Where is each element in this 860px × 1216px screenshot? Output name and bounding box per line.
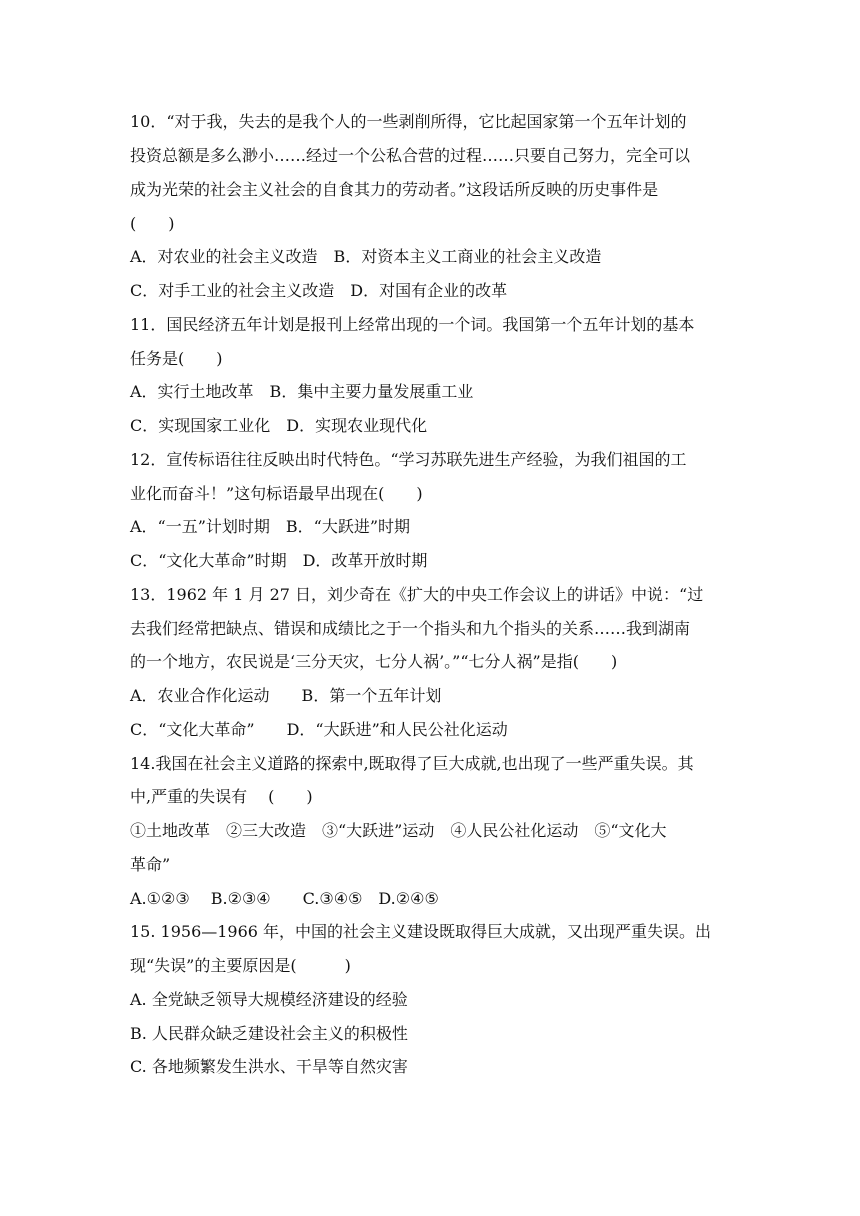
q14-stem-line-2: 中,严重的失误有 ( ) bbox=[130, 787, 313, 806]
q12-options-ab: A．“一五”计划时期 B．“大跃进”时期 bbox=[130, 517, 411, 536]
q11-stem-line-1: 11．国民经济五年计划是报刊上经常出现的一个词。我国第一个五年计划的基本 bbox=[130, 315, 695, 334]
q10-stem-line-2: 投资总额是多么渺小……经过一个公私合营的过程……只要自己努力，完全可以 bbox=[130, 146, 691, 165]
q15-option-b: B. 人民群众缺乏建设社会主义的积极性 bbox=[130, 1024, 408, 1043]
q10-stem-line-3: 成为光荣的社会主义社会的自食其力的劳动者。”这段话所反映的历史事件是 bbox=[130, 180, 659, 199]
q13-stem-line-2: 去我们经常把缺点、错误和成绩比之于一个指头和九个指头的关系……我到湖南 bbox=[130, 619, 691, 638]
q11-options-ab: A．实行土地改革 B．集中主要力量发展重工业 bbox=[130, 382, 474, 401]
q11-stem-line-2: 任务是( ) bbox=[130, 349, 223, 368]
q10-stem-line-1: 10．“对于我，失去的是我个人的一些剥削所得，它比起国家第一个五年计划的 bbox=[130, 112, 687, 131]
q12-stem-line-2: 业化而奋斗！”这句标语最早出现在( ) bbox=[130, 484, 423, 503]
q12-stem-line-1: 12．宣传标语往往反映出时代特色。“学习苏联先进生产经验，为我们祖国的工 bbox=[130, 450, 687, 469]
q15-stem-line-2: 现“失误”的主要原因是( ) bbox=[130, 956, 351, 975]
q14-items-line-2: 革命” bbox=[130, 855, 171, 874]
q13-stem-line-3: 的一个地方，农民说是‘三分天灾，七分人祸’。”“七分人祸”是指( ) bbox=[130, 652, 618, 671]
q10-answer-blank: ( ) bbox=[130, 214, 175, 233]
q10-options-cd: C．对手工业的社会主义改造 D．对国有企业的改革 bbox=[130, 281, 508, 300]
q11-options-cd: C．实现国家工业化 D．实现农业现代化 bbox=[130, 416, 428, 435]
q14-stem-line-1: 14.我国在社会主义道路的探索中,既取得了巨大成就,也出现了一些严重失误。其 bbox=[130, 754, 694, 773]
q14-options: A.①②③ B.②③④ C.③④⑤ D.②④⑤ bbox=[130, 889, 439, 908]
q13-options-cd: C．“文化大革命” D．“大跃进”和人民公社化运动 bbox=[130, 720, 508, 739]
q15-option-a: A. 全党缺乏领导大规模经济建设的经验 bbox=[130, 990, 408, 1009]
q15-stem-line-1: 15. 1956—1966 年，中国的社会主义建设既取得巨大成就，又出现严重失误。出 bbox=[130, 922, 712, 941]
q10-options-ab: A．对农业的社会主义改造 B．对资本主义工商业的社会主义改造 bbox=[130, 247, 602, 266]
q12-options-cd: C．“文化大革命”时期 D．改革开放时期 bbox=[130, 551, 428, 570]
q15-option-c: C. 各地频繁发生洪水、干旱等自然灾害 bbox=[130, 1057, 408, 1076]
q13-options-ab: A．农业合作化运动 B．第一个五年计划 bbox=[130, 686, 442, 705]
q14-items-line-1: ①土地改革 ②三大改造 ③“大跃进”运动 ④人民公社化运动 ⑤“文化大 bbox=[130, 821, 667, 840]
q13-stem-line-1: 13．1962 年 1 月 27 日，刘少奇在《扩大的中央工作会议上的讲话》中说：“过 bbox=[130, 585, 704, 604]
